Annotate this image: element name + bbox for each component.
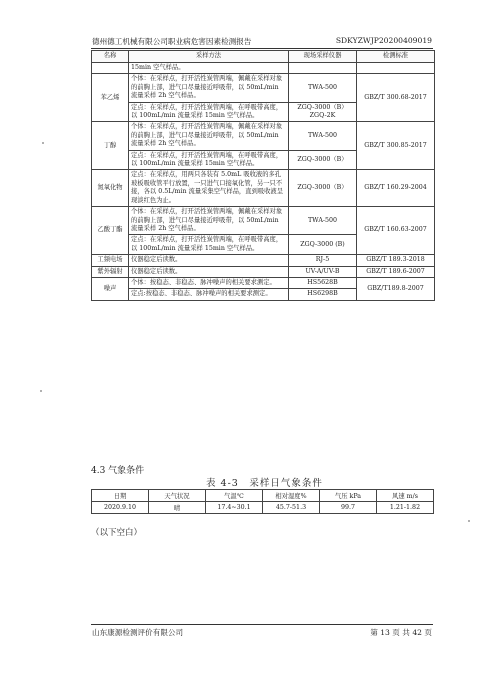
standard-cell: GBZ/T 160.29-2004 [357,170,435,207]
table-header-row [92,51,435,63]
header-divider [91,48,433,49]
weather-temp: 17.4~30.1 [206,502,263,514]
weather-header-temp: 气温℃ [206,490,263,502]
instrument-cell: TWA-500 [289,74,357,102]
weather-header-pressure: 气压 kPa [320,490,377,502]
scan-speck [468,520,470,522]
standard-cell: GBZ/T 189.6-2007 [357,266,435,277]
weather-wind: 1.21-1.82 [377,502,434,514]
substance-name: 噪声 [92,277,129,300]
instrument-cell: HS5628B [289,277,357,288]
method-cell: 定点：在采样点，用两只各装有 5.0mL 吸收液的多孔玻板吸收管平行放置，一只进气口接氧化管，另一只不接，各以 0.5L/min 流量采集空气样品，直到吸收液呈现淡红色为止。 [129,170,289,207]
substance-name: 紫外辐射 [92,266,129,277]
company-name: 山东康源检测评价有限公司 [92,628,184,637]
standard-cell: GBZ/T 189.3-2018 [357,255,435,266]
table-row [92,122,435,150]
report-title: 德州德工机械有限公司职业病危害因素检测报告 [92,37,252,46]
standard-cell: GBZ/T 300.85-2017 [357,122,435,170]
col-header-name: 名称 [92,51,129,63]
method-cell: 定点：在采样点，打开活性炭管两端，在呼吸带高度，以 100mL/min 流量采样 15min 空气样品。 [129,150,289,170]
table-row [92,170,435,207]
method-cell: 仪器稳定后读数。 [129,266,289,277]
col-header-instrument: 现场采样仪器 [289,51,357,63]
col-header-method: 采样方法 [129,51,289,63]
instrument-cell: RJ-5 [289,255,357,266]
weather-table [91,489,434,514]
weather-table-caption: 表 4-3 采样日气象条件 [206,478,323,489]
weather-humidity: 45.7-51.3 [263,502,320,514]
instrument-cell: HS6298B [289,289,357,300]
substance-name: 乙酸丁酯 [92,207,129,255]
method-cell: 定点：在采样点，打开活性炭管两端，在呼吸带高度，以 100mL/min 流量采样 15min 空气样品。 [129,102,289,122]
table-row [92,255,435,266]
blank-note: （以下空白） [91,528,143,538]
table-row [92,266,435,277]
scan-speck [40,390,42,392]
instrument-cell: ZGQ-3000 (B) [289,235,357,255]
section-title: 4.3 气象条件 [91,466,145,476]
scan-speck [42,142,44,144]
weather-condition: 晴 [149,502,206,514]
method-cell: 仪器稳定后读数。 [129,255,289,266]
instrument-cell: ZGQ-3000（B） [289,150,357,170]
weather-header-date: 日期 [92,490,149,502]
col-header-standard: 检测标准 [357,51,435,63]
page-footer [92,627,432,639]
method-cell: 定点：在采样点，打开活性炭管两端，在呼吸带高度，以 100mL/min 流量采样 15min 空气样品。 [129,235,289,255]
substance-name: 丁醇 [92,122,129,170]
instrument-cell: TWA-500 [289,207,357,235]
instrument-cell: ZGQ-3000（B） ZGQ-2K [289,102,357,122]
table-row [92,502,434,514]
sampling-method-table [91,50,435,301]
method-cell: 个体：按稳态、非稳态、脉冲噪声的相关要求测定。 [129,277,289,288]
method-cell: 个体：在采样点，打开活性炭管两端，佩戴在采样对象的前胸上部，进气口尽量接近呼吸带，以 50mL/min 流量采样 2h 空气样品。 [129,74,289,102]
weather-header-wind: 风速 m/s [377,490,434,502]
footer-divider [91,624,433,625]
weather-date: 2020.9.10 [92,502,149,514]
method-cell: 个体：在采样点，打开活性炭管两端，佩戴在采样对象的前胸上部，进气口尽量接近呼吸带，以 50mL/min 流量采样 2h 空气样品。 [129,207,289,235]
instrument-cell: TWA-500 [289,122,357,150]
report-number: SDKYZWJP20200409019 [335,36,432,45]
page-header [92,36,432,48]
table-row [92,277,435,288]
table-row [92,207,435,235]
substance-name: 工频电场 [92,255,129,266]
table-header-row [92,490,434,502]
weather-header-condition: 天气状况 [149,490,206,502]
substance-name: 苯乙烯 [92,74,129,122]
weather-header-humidity: 相对湿度% [263,490,320,502]
page-number: 第 13 页 共 42 页 [370,628,432,637]
table-row [92,74,435,102]
weather-pressure: 99.7 [320,502,377,514]
standard-cell: GBZ/T 300.68-2017 [357,74,435,122]
instrument-cell: ZGQ-3000（B） [289,170,357,207]
substance-name: 氮氧化物 [92,170,129,207]
method-cell: 15min 空气样品。 [129,63,289,74]
method-cell: 个体：在采样点，打开活性炭管两端，佩戴在采样对象的前胸上部，进气口尽量接近呼吸带，以 50mL/min 流量采样 2h 空气样品。 [129,122,289,150]
method-cell: 定点:按稳态、非稳态、脉冲噪声的相关要求测定。 [129,289,289,300]
standard-cell: GBZ/T189.8-2007 [357,277,435,300]
standard-cell: GBZ/T 160.63-2007 [357,207,435,255]
table-row [92,63,435,74]
instrument-cell: UV-A/UV-B [289,266,357,277]
